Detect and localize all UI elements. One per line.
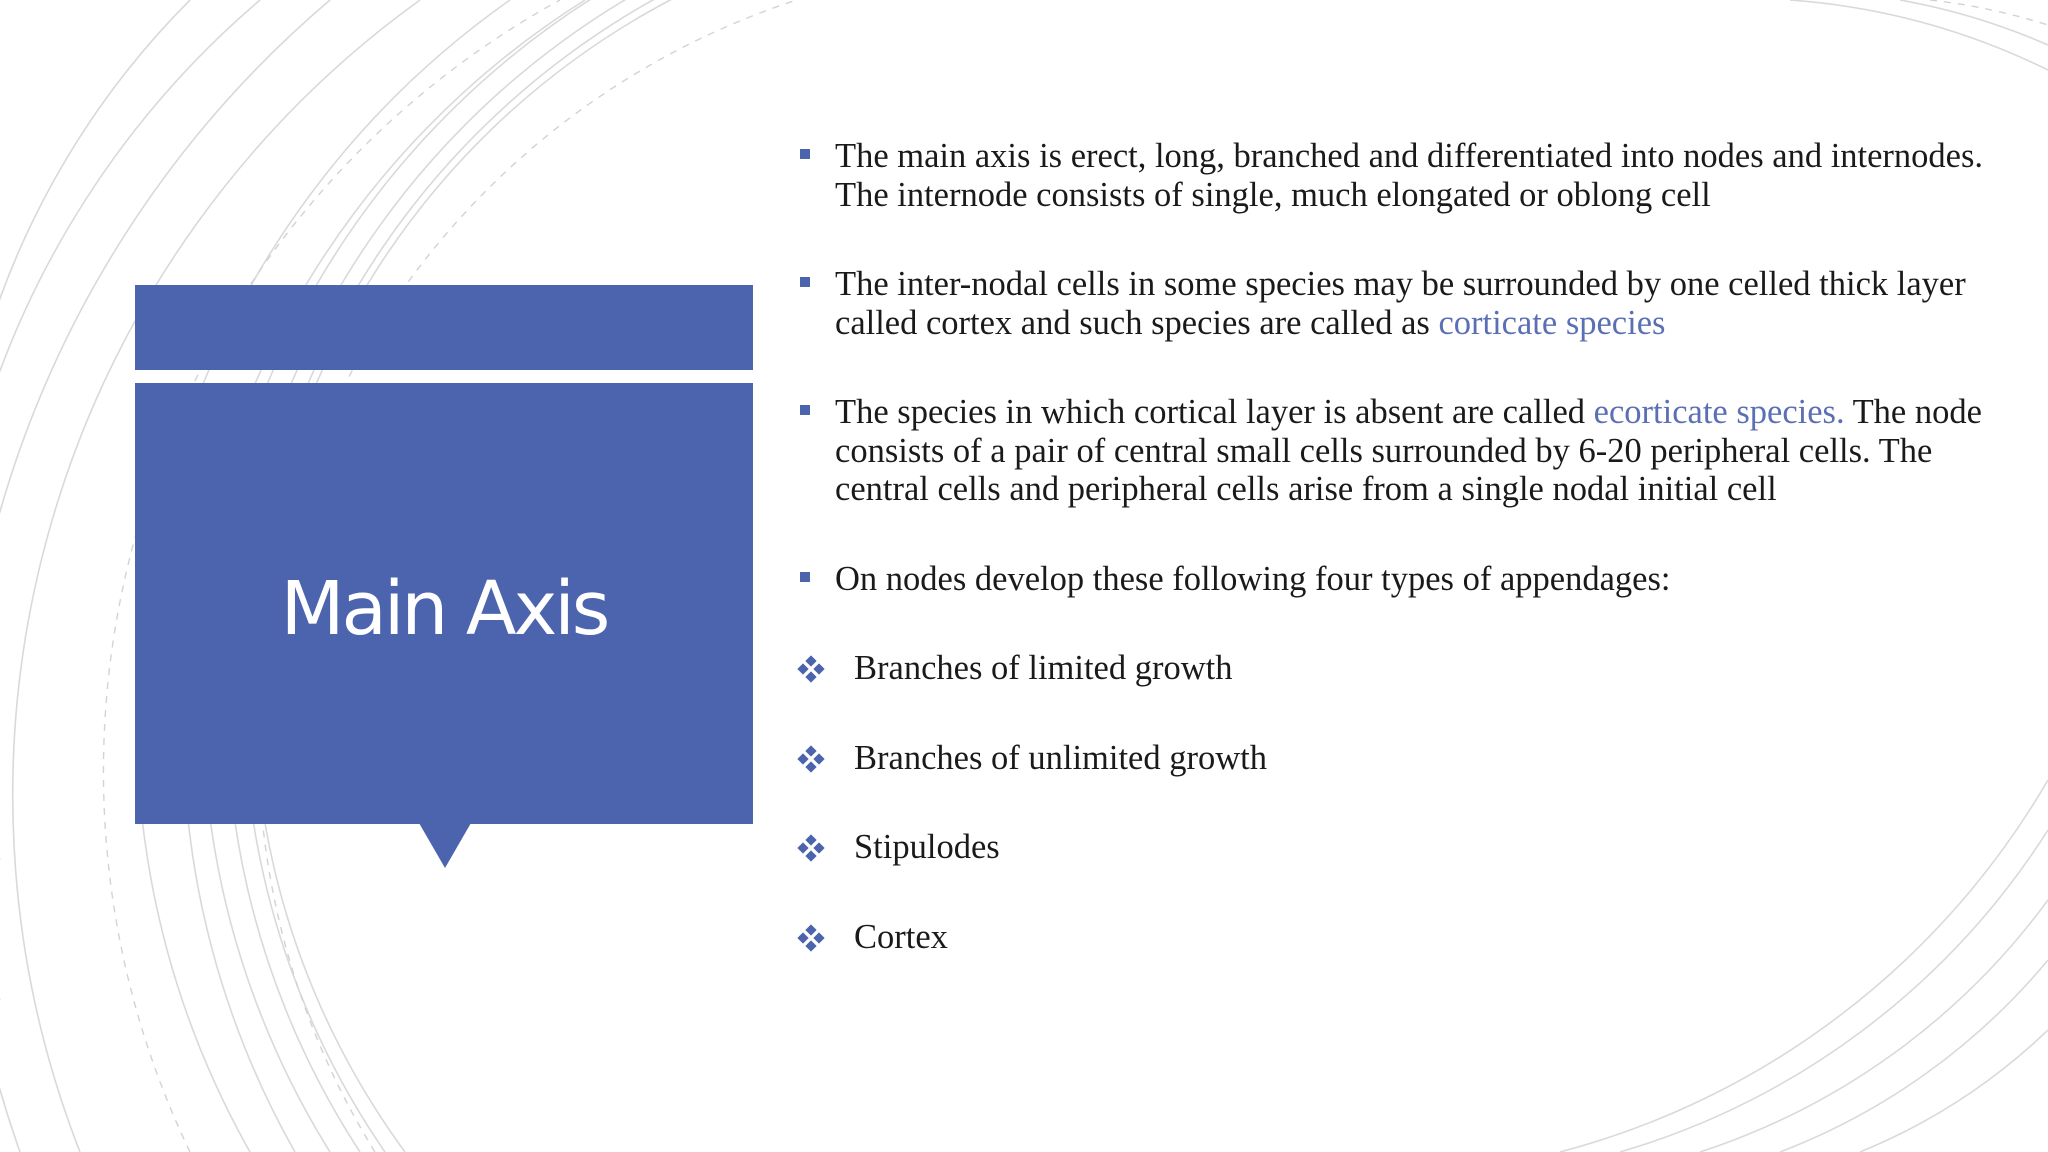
bullet-text-continued: The node consists of a pair of central small cells surrounded by 6-20 peripheral cells. The central cells and peripheral cells arise from a single nodal initial cell (835, 393, 1982, 508)
four-diamond-bullet-icon (798, 836, 824, 862)
appendage-label: Cortex (854, 917, 948, 956)
bullet-item (798, 560, 2018, 599)
four-diamond-bullet-icon (798, 657, 824, 683)
highlighted-term: corticate species (1438, 303, 1666, 342)
callout-pointer (419, 823, 471, 868)
appendage-item (798, 739, 2018, 778)
content-list (798, 137, 2018, 956)
square-bullet-icon (800, 149, 810, 159)
title-callout-box (135, 383, 753, 824)
appendage-item (798, 828, 2018, 867)
square-bullet-icon (800, 572, 810, 582)
bullet-text: The species in which cortical layer is absent are called (835, 393, 1594, 431)
appendage-label: Branches of limited growth (854, 649, 1233, 687)
square-bullet-icon (800, 277, 810, 287)
square-bullet-icon (800, 405, 810, 415)
appendage-item (798, 918, 2018, 957)
slide-title: Main Axis (280, 565, 608, 652)
appendage-label: Branches of unlimited growth (854, 738, 1267, 777)
bullet-text: The main axis is erect, long, branched and differentiated into nodes and internodes. The internode consists of single, much elongated or oblong cell (835, 137, 1984, 214)
highlighted-term: ecorticate species. (1593, 393, 1845, 431)
title-accent-strip (135, 285, 753, 370)
appendage-item (798, 649, 2018, 688)
bullet-text: The inter-nodal cells in some species may be surrounded by one celled thick layer called cortex and such species are called as (835, 265, 1966, 342)
four-diamond-bullet-icon (798, 747, 824, 773)
appendage-label: Stipulodes (854, 828, 1000, 866)
bullet-text: On nodes develop these following four types of appendages: (835, 559, 1671, 598)
bullet-item (798, 265, 2018, 342)
bullet-item (798, 137, 2018, 214)
bullet-item (798, 393, 2018, 509)
four-diamond-bullet-icon (798, 926, 824, 952)
